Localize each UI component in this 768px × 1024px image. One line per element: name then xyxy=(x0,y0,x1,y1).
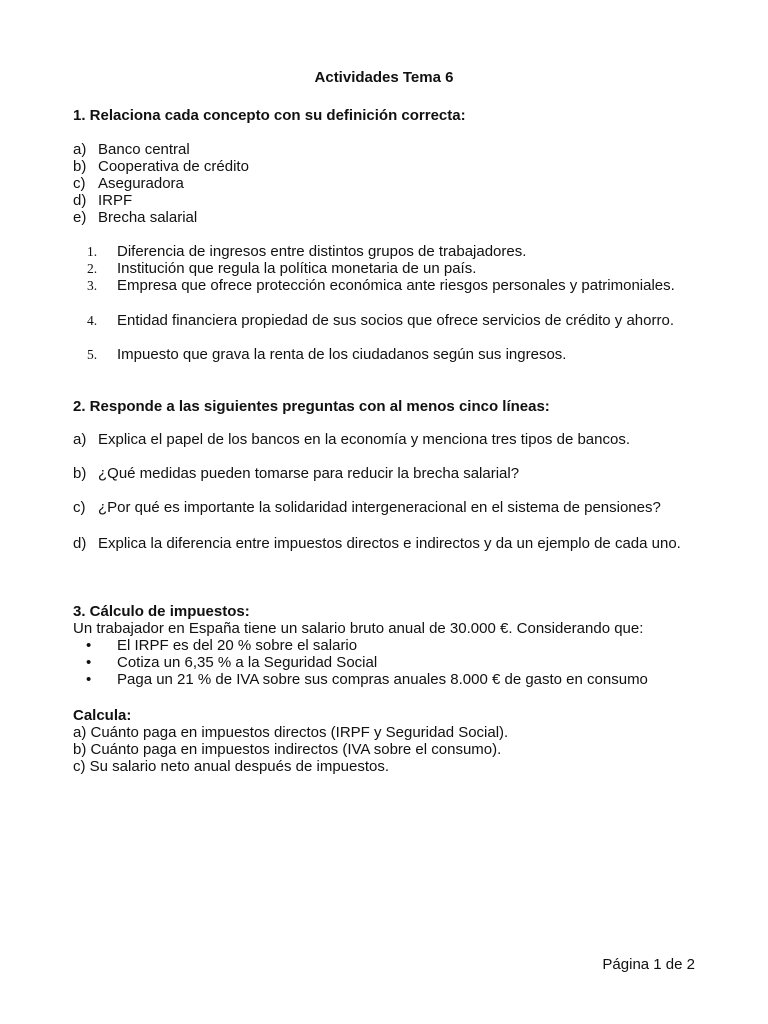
concept-text: Brecha salarial xyxy=(98,209,198,226)
bullet-text: El IRPF es del 20 % sobre el salario xyxy=(117,637,358,654)
definition-marker: 1. xyxy=(87,244,98,259)
concept-marker: c) xyxy=(73,175,86,192)
question-marker: b) xyxy=(73,465,87,482)
concept-text: Cooperativa de crédito xyxy=(98,158,249,175)
definition-text: Empresa que ofrece protección económica ante riesgos personales y patrimoniales. xyxy=(117,277,675,294)
question-text: Explica el papel de los bancos en la economía y menciona tres tipos de bancos. xyxy=(98,431,630,448)
calc-item: b) Cuánto paga en impuestos indirectos (IVA sobre el consumo). xyxy=(73,741,502,758)
bullet-text: Cotiza un 6,35 % a la Seguridad Social xyxy=(117,654,378,671)
definition-text: Impuesto que grava la renta de los ciudadanos según sus ingresos. xyxy=(117,346,567,363)
calc-heading: Calcula: xyxy=(73,707,132,724)
concept-item xyxy=(73,141,190,158)
concept-marker: d) xyxy=(73,192,87,209)
page-number: Página 1 de 2 xyxy=(602,956,695,973)
definition-text: Diferencia de ingresos entre distintos grupos de trabajadores. xyxy=(117,243,527,260)
bullet-text: Paga un 21 % de IVA sobre sus compras anuales 8.000 € de gasto en consumo xyxy=(117,671,648,688)
concept-text: IRPF xyxy=(98,192,133,209)
section-3-intro: Un trabajador en España tiene un salario bruto anual de 30.000 €. Considerando que: xyxy=(73,620,644,637)
question-text: ¿Por qué es importante la solidaridad intergeneracional en el sistema de pensiones? xyxy=(98,499,661,516)
calc-item: a) Cuánto paga en impuestos directos (IRPF y Seguridad Social). xyxy=(73,724,509,741)
question-marker: a) xyxy=(73,431,87,448)
concept-text: Aseguradora xyxy=(98,175,184,192)
definition-marker: 4. xyxy=(87,313,98,328)
definition-text: Entidad financiera propiedad de sus socios que ofrece servicios de crédito y ahorro. xyxy=(117,312,674,329)
bullet-icon: • xyxy=(86,637,92,654)
section-3-heading: 3. Cálculo de impuestos: xyxy=(73,603,250,620)
definition-marker: 5. xyxy=(87,347,98,362)
question-text: ¿Qué medidas pueden tomarse para reducir la brecha salarial? xyxy=(98,465,520,482)
concept-item xyxy=(73,209,197,226)
section-1-heading: 1. Relaciona cada concepto con su definición correcta: xyxy=(73,107,466,124)
section-2-heading: 2. Responde a las siguientes preguntas con al menos cinco líneas: xyxy=(73,398,550,415)
concept-item xyxy=(73,158,249,175)
concept-item xyxy=(73,192,132,209)
concept-marker: b) xyxy=(73,158,87,175)
concept-marker: e) xyxy=(73,209,87,226)
question-marker: d) xyxy=(73,535,87,552)
bullet-icon: • xyxy=(86,671,92,688)
definition-marker: 2. xyxy=(87,261,98,276)
definition-text: Institución que regula la política monetaria de un país. xyxy=(117,260,477,277)
bullet-icon: • xyxy=(86,654,92,671)
concept-marker: a) xyxy=(73,141,87,158)
definition-marker: 3. xyxy=(87,278,98,293)
page-title: Actividades Tema 6 xyxy=(314,69,454,86)
question-marker: c) xyxy=(73,499,86,516)
concept-text: Banco central xyxy=(98,141,190,158)
concept-item xyxy=(73,175,184,192)
question-text: Explica la diferencia entre impuestos directos e indirectos y da un ejemplo de cada uno. xyxy=(98,535,681,552)
calc-item: c) Su salario neto anual después de impuestos. xyxy=(73,758,390,775)
